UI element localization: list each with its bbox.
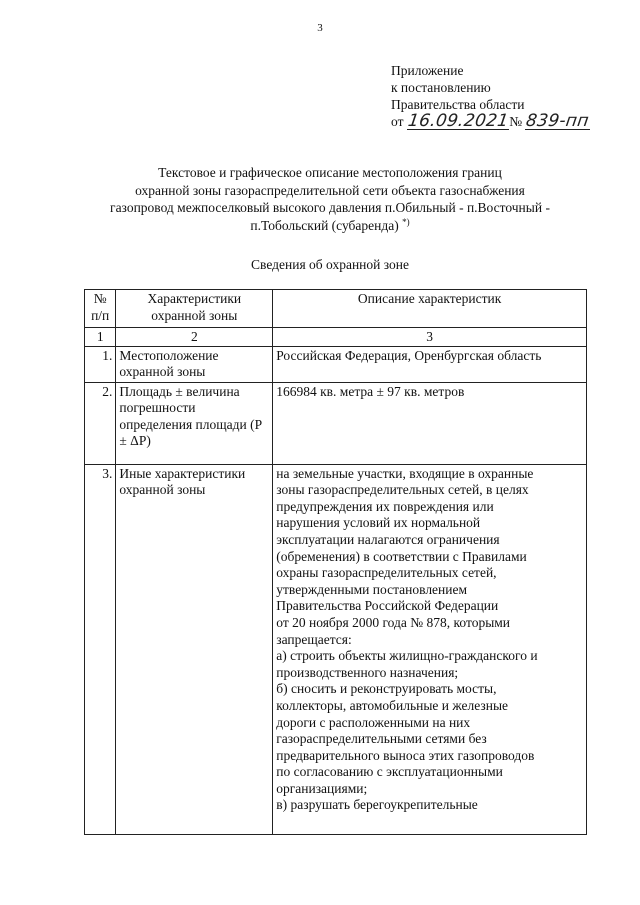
description-line: зоны газораспределительных сетей, в целях [276, 482, 529, 498]
table-row [85, 382, 587, 464]
handwritten-date: 16.09.2021 [406, 111, 510, 131]
appendix-date-row [391, 113, 590, 130]
table-row [85, 464, 587, 834]
description-line: б) сносить и реконструировать мосты, [276, 681, 497, 697]
row-number: 2. [85, 382, 116, 464]
appendix-line-2: к постановлению [391, 80, 491, 95]
index-cell: 3 [273, 328, 587, 347]
description-line: запрещается: [276, 631, 352, 647]
index-cell: 2 [116, 328, 273, 347]
description-line: в) разрушать берегоукрепительные [276, 797, 478, 813]
row-number: 1. [85, 346, 116, 382]
description-line: эксплуатации налагаются ограничения [276, 531, 500, 547]
date-prefix: от [391, 114, 404, 129]
description-line: нарушения условий их нормальной [276, 515, 481, 531]
description-line: охраны газораспределительных сетей, [276, 565, 497, 581]
description-line: предупреждения их повреждения или [276, 498, 494, 514]
header-description: Описание характеристик [273, 290, 587, 328]
footnote-mark: *) [402, 216, 410, 227]
title-line-2: охранной зоны газораспределительной сети объекта газоснабжения [135, 182, 525, 198]
row-description: Российская Федерация, Оренбургская область [273, 346, 587, 382]
table-row [85, 346, 587, 382]
row-description [273, 464, 587, 834]
title-line-1: Текстовое и графическое описание местоположения границ [158, 165, 502, 180]
description-line: коллекторы, автомобильные и железные [276, 697, 509, 713]
description-line: а) строить объекты жилищно-гражданского и [276, 648, 538, 664]
row-characteristic: Иные характеристики охранной зоны [116, 464, 273, 834]
description-line: Правительства Российской Федерации [276, 598, 499, 614]
description-line: по согласованию с эксплуатационными [276, 764, 503, 780]
table-index-row [85, 328, 587, 347]
title-line-3: газопровод межпоселковый высокого давления п.Обильный - п.Восточный - [110, 200, 550, 215]
description-line: газораспределительными сетями без [276, 731, 487, 747]
title-line-4-wrap [60, 217, 600, 235]
row-description: 166984 кв. метра ± 97 кв. метров [273, 382, 587, 464]
description-line: от 20 ноября 2000 года № 878, которыми [276, 614, 511, 630]
appendix-line-3: Правительства области [391, 97, 525, 112]
handwritten-number: 839-пп [525, 111, 591, 131]
row-characteristic: Местоположение охранной зоны [116, 346, 273, 382]
description-line: организациями; [276, 780, 368, 796]
description-line: производственного назначения; [276, 664, 459, 680]
protection-zone-table [84, 289, 587, 835]
page-number: 3 [317, 22, 323, 34]
table-header-row [85, 290, 587, 328]
description-line: предварительного выноса этих газопроводов [276, 747, 535, 763]
header-num: № п/п [85, 290, 116, 328]
index-cell: 1 [85, 328, 116, 347]
section-subtitle: Сведения об охранной зоне [251, 257, 409, 272]
header-characteristics: Характеристики охранной зоны [116, 290, 273, 328]
row-number: 3. [85, 464, 116, 834]
description-line: на земельные участки, входящие в охранные [276, 465, 534, 481]
number-prefix: № [509, 114, 523, 129]
appendix-block [391, 62, 590, 130]
title-line-4: п.Тобольский (субаренда) [250, 217, 399, 233]
description-line: утвержденными постановлением [276, 581, 468, 597]
document-title [60, 164, 600, 234]
description-line: (обременения) в соответствии с Правилами [276, 548, 527, 564]
appendix-line-1: Приложение [391, 63, 464, 78]
row-characteristic: Площадь ± величина погрешности определения площади (Р ± ΔР) [116, 382, 273, 464]
description-line: дороги с расположенными на них [276, 714, 471, 730]
